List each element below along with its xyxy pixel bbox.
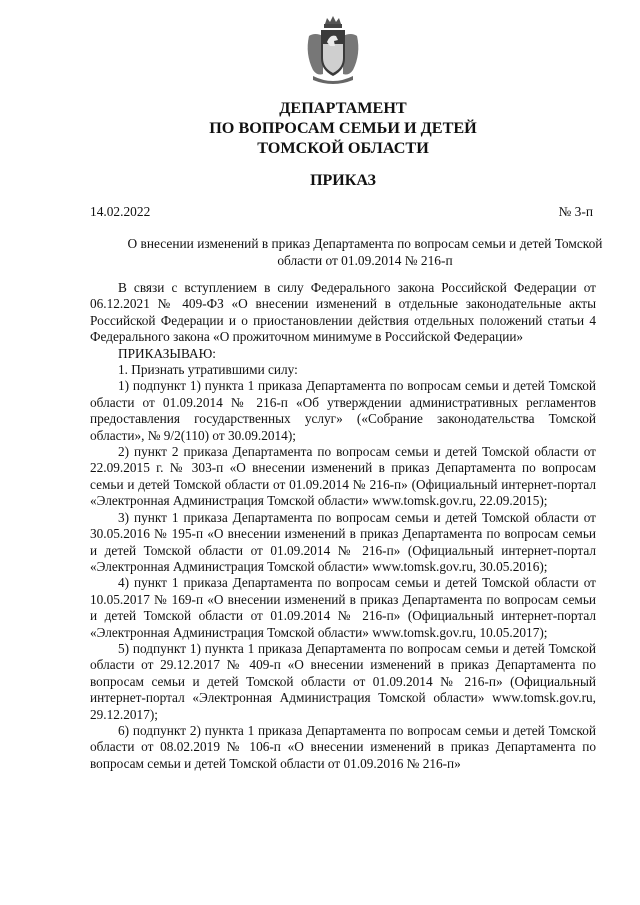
document-number: № 3-п (558, 204, 593, 219)
document-type-title: ПРИКАЗ (310, 172, 376, 189)
list-item: 6) подпункт 2) пункта 1 приказа Департамента по вопросам семьи и детей Томской области от 08.02.2019 № 106-п «О внесении изменений в приказ Департамента по вопросам семьи и детей Томской области от 01.09.2016 № 216-п» (90, 722, 596, 771)
coat-of-arms-icon (303, 14, 363, 86)
document-date: 14.02.2022 (90, 204, 151, 219)
header-line-1: ДЕПАРТАМЕНТ (279, 99, 407, 117)
document-subject: О внесении изменений в приказ Департамента по вопросам семьи и детей Томской области от 01.09.2014 № 216-п (127, 236, 603, 268)
list-item: 3) пункт 1 приказа Департамента по вопросам семьи и детей Томской области от 30.05.2016 № 195-п «О внесении изменений в приказ Департамента по вопросам семьи и детей Томской области от 01.09.2014 № 216-п» (Официальный интернет-портал «Электронная Администрация Томской области» www.tomsk.gov.ru, 30.05.2016); (90, 509, 596, 574)
department-header (0, 98, 640, 158)
header-line-2: ПО ВОПРОСАМ СЕМЬИ И ДЕТЕЙ (209, 119, 477, 137)
header-line-3: ТОМСКОЙ ОБЛАСТИ (257, 139, 429, 157)
list-item: 4) пункт 1 приказа Департамента по вопросам семьи и детей Томской области от 10.05.2017 № 169-п «О внесении изменений в приказ Департамента по вопросам семьи и детей Томской области от 01.09.2014 № 216-п» (Официальный интернет-портал «Электронная Администрация Томской области» www.tomsk.gov.ru, 10.05.2017); (90, 575, 596, 640)
order-keyword: ПРИКАЗЫВАЮ: (118, 345, 216, 361)
preamble-paragraph: В связи с вступлением в силу Федерального закона Российской Федерации от 06.12.2021 № 409-ФЗ «О внесении изменений в отдельные законодательные акты Российской Федерации и о приостановлении действия отдельных положений статьи 4 Федерального закона «О прожиточном минимуме в Российской Федерации» (90, 280, 596, 345)
list-item: 2) пункт 2 приказа Департамента по вопросам семьи и детей Томской области от 22.09.2015 г. № 303-п «О внесении изменений в приказ Департамента по вопросам семьи и детей Томской области от 01.09.2014 № 216-п» (Официальный интернет-портал «Электронная Администрация Томской области» www.tomsk.gov.ru, 22.09.2015); (90, 444, 596, 509)
list-item: 1) подпункт 1) пункта 1 приказа Департамента по вопросам семьи и детей Томской области от 01.09.2014 № 216-п «Об утверждении административных регламентов предоставления государственных услуг» («Собрание законодательства Томской области», № 9/2(110) от 30.09.2014); (90, 378, 596, 443)
clause-1-heading: 1. Признать утратившими силу: (118, 362, 298, 378)
list-item: 5) подпункт 1) пункта 1 приказа Департамента по вопросам семьи и детей Томской области от 29.12.2017 № 409-п «О внесении изменений в приказ Департамента по вопросам семьи и детей Томской области от 01.09.2014 № 216-п» (Официальный интернет-портал «Электронная Администрация Томской области» www.tomsk.gov.ru, 29.12.2017); (90, 640, 596, 722)
document-body (90, 280, 596, 772)
